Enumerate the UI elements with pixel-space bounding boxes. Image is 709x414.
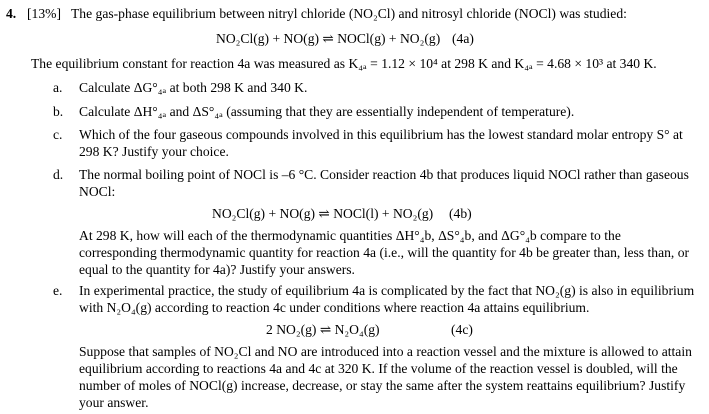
- part-d-text: The normal boiling point of NOCl is –6 °C. Consider reaction 4b that produces liquid NOCl rather than gaseous NOCl:: [79, 167, 689, 199]
- part-e-text: In experimental practice, the study of equilibrium 4a is complicated by the fact that NO₂(g) is also in equilibrium with N₂O₄(g) according to reaction 4c under conditions where reaction 4a attains equilibrium.: [79, 283, 695, 315]
- part-d-letter: d.: [53, 167, 64, 182]
- part-e-question: Suppose that samples of NO₂Cl and NO are introduced into a reaction vessel and the mixture is allowed to attain equilibrium according to reactions 4a and 4c at 320 K. If the volume of the reaction vessel is doubled, will the number of moles of NOCl(g) increase, decrease, or stay the same after the system reattains equilibrium? Justify your answer.: [79, 344, 692, 410]
- reaction-4b-label: (4b): [449, 206, 472, 221]
- reaction-4a-equation: NO₂Cl(g) + NO(g) ⇌ NOCl(g) + NO₂(g): [216, 31, 441, 46]
- reaction-4b-equation: NO₂Cl(g) + NO(g) ⇌ NOCl(l) + NO₂(g): [212, 206, 434, 221]
- part-b-text: Calculate ΔH°₄ₐ and ΔS°₄ₐ (assuming that they are essentially independent of temperature).: [79, 104, 575, 119]
- reaction-4a-label: (4a): [452, 31, 474, 46]
- part-c-letter: c.: [53, 127, 63, 142]
- part-a-text: Calculate ΔG°₄ₐ at both 298 K and 340 K.: [79, 80, 308, 95]
- part-e-letter: e.: [53, 283, 63, 298]
- problem-intro: The gas-phase equilibrium between nitryl chloride (NO₂Cl) and nitrosyl chloride (NOCl) was studied:: [71, 6, 627, 21]
- reaction-4c-label: (4c): [451, 322, 473, 337]
- equilibrium-constant-text: The equilibrium constant for reaction 4a was measured as K₄ₐ = 1.12 × 10⁴ at 298 K and K₄ₐ = 4.68 × 10³ at 340 K.: [31, 56, 657, 71]
- part-b-letter: b.: [53, 104, 64, 119]
- part-d-question: At 298 K, how will each of the thermodynamic quantities ΔH°₄b, ΔS°₄b, and ΔG°₄b compare to the corresponding thermodynamic quantity for reaction 4a (i.e., will the quantity for 4b be greater than, less than, or equal to the quantity for 4a)? Justify your answers.: [79, 228, 690, 277]
- part-a-letter: a.: [53, 80, 63, 95]
- problem-weight: [13%]: [27, 6, 61, 21]
- part-c-text: Which of the four gaseous compounds involved in this equilibrium has the lowest standard molar entropy S° at 298 K? Justify your choice.: [79, 127, 683, 159]
- reaction-4c-equation: 2 NO₂(g) ⇌ N₂O₄(g): [266, 322, 380, 337]
- problem-number: 4.: [6, 6, 17, 21]
